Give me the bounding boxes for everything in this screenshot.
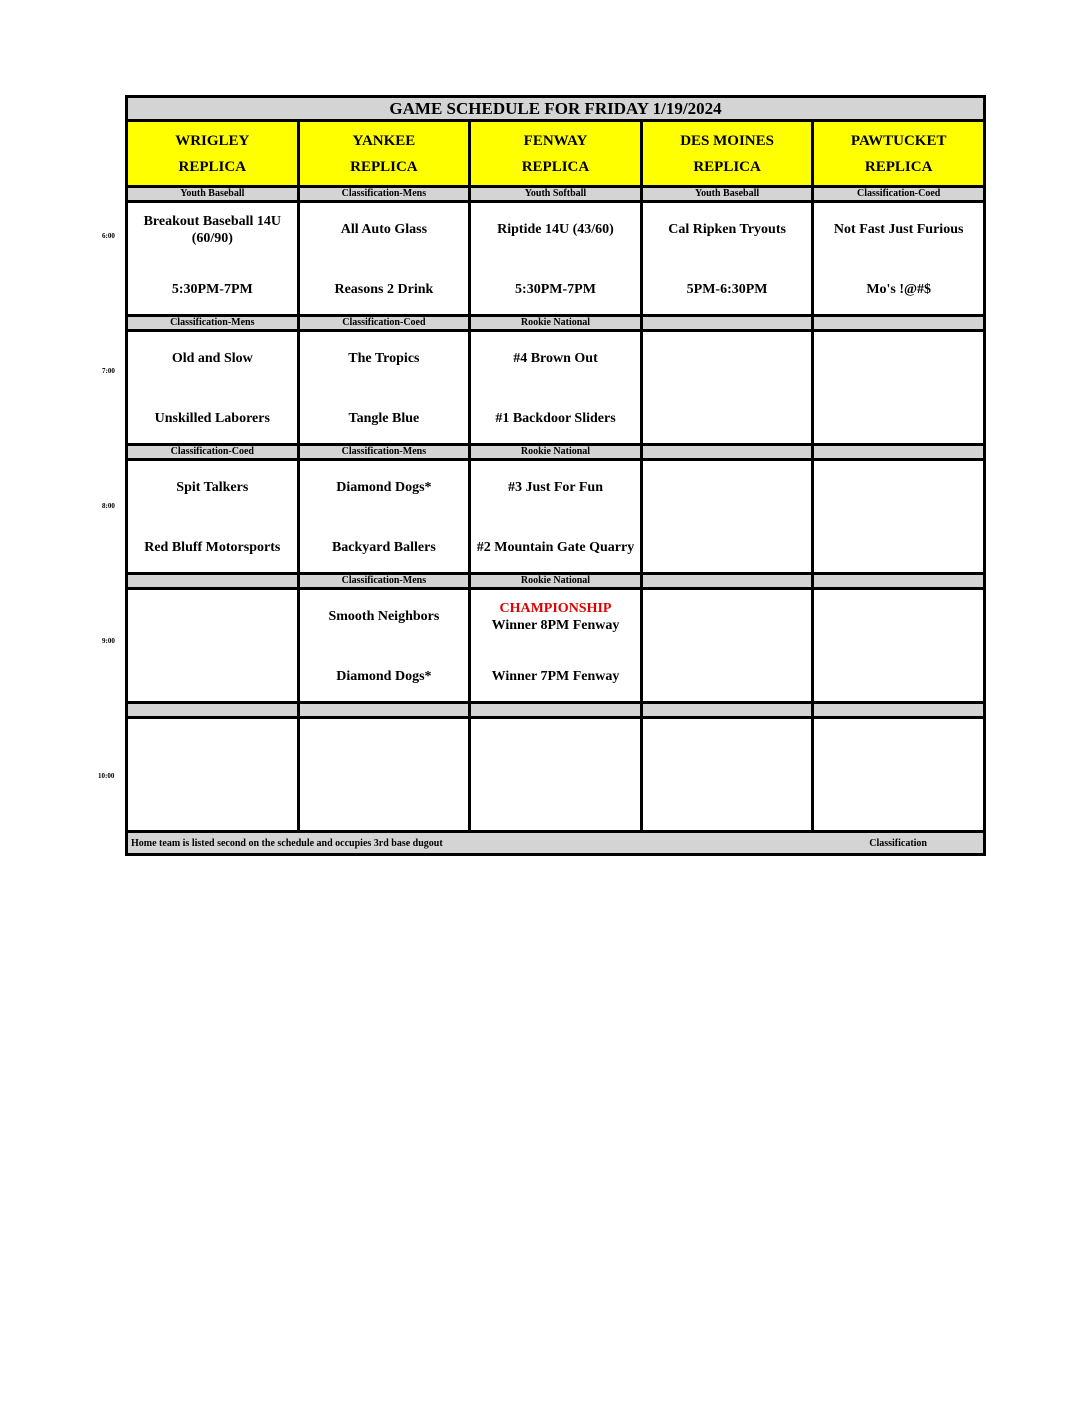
classification-label	[470, 703, 642, 718]
matchup	[300, 590, 469, 701]
away-team: Diamond Dogs*	[336, 479, 432, 495]
away-team: All Auto Glass	[340, 221, 428, 237]
schedule-title: GAME SCHEDULE FOR FRIDAY 1/19/2024	[127, 97, 985, 121]
classification-label	[641, 316, 813, 331]
home-team: Mo's !@#$	[866, 282, 932, 297]
matchup	[128, 590, 297, 701]
classification-row	[127, 445, 985, 460]
classification-label	[813, 574, 985, 589]
away-team-block	[304, 729, 465, 761]
time-label: 10:00	[98, 772, 115, 780]
time-slot-row	[127, 718, 985, 832]
footer-content	[128, 838, 983, 849]
game-cell	[470, 331, 642, 445]
classification-label	[298, 703, 470, 718]
game-cell	[813, 202, 985, 316]
classification-row	[127, 316, 985, 331]
schedule-table	[125, 95, 986, 856]
matchup	[643, 203, 812, 314]
game-cell	[813, 589, 985, 703]
championship-label: CHAMPIONSHIP	[499, 601, 612, 616]
field-name: WRIGLEY	[175, 132, 250, 149]
game-cell	[298, 331, 470, 445]
classification-row	[127, 703, 985, 718]
field-name: DES MOINES	[680, 132, 774, 149]
field-header	[641, 121, 813, 187]
game-cell	[298, 589, 470, 703]
matchup	[814, 332, 983, 443]
matchup	[471, 590, 640, 701]
away-team-block	[818, 471, 979, 503]
classification-label: Youth Softball	[470, 187, 642, 202]
matchup	[814, 590, 983, 701]
away-team-block	[647, 471, 808, 503]
away-team-block	[304, 600, 465, 632]
field-header	[298, 121, 470, 187]
game-cell	[641, 589, 813, 703]
matchup	[471, 719, 640, 830]
game-cell	[813, 331, 985, 445]
matchup	[643, 590, 812, 701]
home-team: #2 Mountain Gate Quarry	[476, 540, 635, 555]
game-cell	[127, 718, 299, 832]
matchup	[128, 719, 297, 830]
game-cell	[470, 718, 642, 832]
home-team: Reasons 2 Drink	[334, 282, 434, 297]
classification-label: Classification-Mens	[298, 445, 470, 460]
footer-cell	[127, 832, 985, 855]
away-team-block	[818, 213, 979, 245]
time-label: 6:00	[102, 232, 115, 240]
matchup	[128, 203, 297, 314]
matchup	[471, 461, 640, 572]
game-cell	[641, 460, 813, 574]
classification-label: Youth Baseball	[127, 187, 299, 202]
classification-label	[641, 703, 813, 718]
away-team-block	[132, 600, 293, 632]
away-team-block	[475, 342, 636, 374]
field-name: PAWTUCKET	[850, 132, 947, 149]
game-cell	[470, 460, 642, 574]
field-subtitle: REPLICA	[864, 158, 933, 175]
away-team-block	[818, 342, 979, 374]
classification-label: Rookie National	[470, 445, 642, 460]
classification-label: Youth Baseball	[641, 187, 813, 202]
matchup	[643, 719, 812, 830]
away-team: Not Fast Just Furious	[833, 221, 964, 237]
game-cell	[641, 331, 813, 445]
field-name: YANKEE	[352, 132, 416, 149]
away-team-block	[132, 471, 293, 503]
time-slot-row	[127, 331, 985, 445]
matchup	[471, 332, 640, 443]
matchup	[128, 332, 297, 443]
away-team: Cal Ripken Tryouts	[668, 221, 786, 237]
field-subtitle: REPLICA	[350, 158, 418, 175]
home-team: Backyard Ballers	[331, 540, 436, 555]
classification-label: Rookie National	[470, 574, 642, 589]
matchup	[300, 461, 469, 572]
game-cell	[470, 589, 642, 703]
away-team: Smooth Neighbors	[328, 608, 440, 624]
away-team-block	[647, 213, 808, 245]
classification-label: Classification-Coed	[127, 445, 299, 460]
field-subtitle: REPLICA	[693, 158, 761, 175]
game-cell	[298, 718, 470, 832]
time-slot-row	[127, 202, 985, 316]
home-team: Red Bluff Motorsports	[144, 540, 281, 555]
away-team-block	[132, 213, 293, 247]
home-team: 5:30PM-7PM	[171, 282, 253, 297]
field-header	[127, 121, 299, 187]
classification-label: Rookie National	[470, 316, 642, 331]
classification-label: Classification-Mens	[127, 316, 299, 331]
away-team-block	[647, 729, 808, 761]
footer-row	[127, 832, 985, 855]
field-name: FENWAY	[523, 132, 588, 149]
time-label: 8:00	[102, 502, 115, 510]
game-cell	[127, 589, 299, 703]
away-team: Breakout Baseball 14U (60/90)	[143, 214, 282, 246]
time-slot-row	[127, 589, 985, 703]
field-header-row	[127, 121, 985, 187]
away-team-block	[647, 342, 808, 374]
game-cell	[813, 718, 985, 832]
home-team: Unskilled Laborers	[154, 411, 270, 426]
title-row	[127, 97, 985, 121]
game-cell	[127, 202, 299, 316]
game-cell	[641, 202, 813, 316]
game-cell	[470, 202, 642, 316]
game-cell	[298, 202, 470, 316]
away-team-block	[475, 471, 636, 503]
classification-label: Classification-Coed	[298, 316, 470, 331]
away-team-block	[475, 213, 636, 245]
game-cell	[127, 460, 299, 574]
field-header	[813, 121, 985, 187]
classification-legend: Classification	[869, 837, 927, 849]
away-team: #4 Brown Out	[513, 350, 598, 366]
classification-label	[813, 445, 985, 460]
home-team: Diamond Dogs*	[336, 669, 432, 684]
away-team-block	[818, 600, 979, 632]
away-team: Riptide 14U (43/60)	[497, 221, 614, 237]
classification-label	[641, 445, 813, 460]
field-header	[470, 121, 642, 187]
away-team-block	[132, 729, 293, 761]
game-cell	[127, 331, 299, 445]
classification-row	[127, 187, 985, 202]
classification-label	[813, 703, 985, 718]
matchup	[128, 461, 297, 572]
home-team: Tangle Blue	[348, 411, 420, 426]
time-label: 9:00	[102, 637, 115, 645]
home-team: 5:30PM-7PM	[515, 282, 596, 297]
field-subtitle: REPLICA	[178, 158, 247, 175]
matchup	[300, 719, 469, 830]
matchup	[300, 203, 469, 314]
matchup	[814, 461, 983, 572]
classification-row	[127, 574, 985, 589]
game-cell	[641, 718, 813, 832]
away-team: Old and Slow	[171, 350, 253, 366]
away-team-block	[304, 213, 465, 245]
classification-label: Classification-Coed	[813, 187, 985, 202]
matchup	[300, 332, 469, 443]
away-team-block	[304, 342, 465, 374]
matchup	[814, 719, 983, 830]
away-team: The Tropics	[348, 350, 420, 366]
away-team-block	[647, 600, 808, 632]
game-cell	[813, 460, 985, 574]
time-label: 7:00	[102, 367, 115, 375]
matchup	[643, 461, 812, 572]
home-team: #1 Backdoor Sliders	[495, 411, 616, 426]
game-cell	[298, 460, 470, 574]
time-slot-row	[127, 460, 985, 574]
home-team: 5PM-6:30PM	[686, 282, 768, 297]
away-team-block	[132, 342, 293, 374]
away-team: #3 Just For Fun	[507, 479, 603, 495]
classification-label: Classification-Mens	[298, 574, 470, 589]
away-team-block	[475, 600, 636, 634]
away-team-block	[475, 729, 636, 761]
classification-label	[813, 316, 985, 331]
schedule-sheet	[125, 95, 986, 856]
away-team: Winner 8PM Fenway	[491, 618, 620, 633]
classification-label	[127, 574, 299, 589]
matchup	[643, 332, 812, 443]
field-subtitle: REPLICA	[521, 158, 590, 175]
away-team-block	[304, 471, 465, 503]
classification-label	[127, 703, 299, 718]
matchup	[471, 203, 640, 314]
away-team: Spit Talkers	[176, 479, 249, 495]
classification-label	[641, 574, 813, 589]
classification-label: Classification-Mens	[298, 187, 470, 202]
home-team-note: Home team is listed second on the schedule and occupies 3rd base dugout	[131, 837, 443, 849]
home-team: Winner 7PM Fenway	[491, 669, 620, 684]
away-team-block	[818, 729, 979, 761]
matchup	[814, 203, 983, 314]
